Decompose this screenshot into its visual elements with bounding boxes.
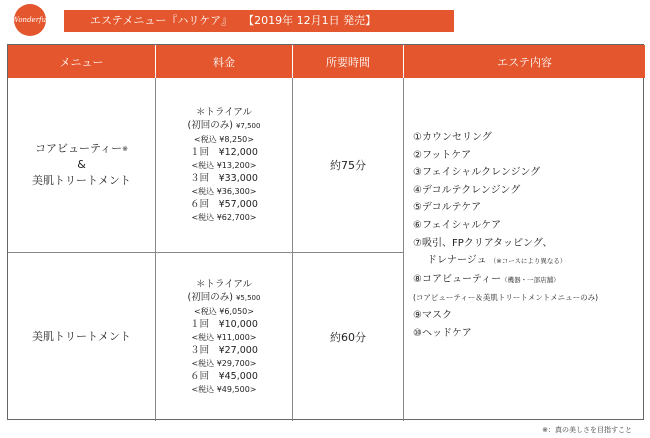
asterisk-mark: ※ xyxy=(122,145,128,153)
list-item: ⑧コアビューティー（機器・一部店舗） xyxy=(413,273,560,285)
list-item: ドレナージュ （※コースにより異なる） xyxy=(427,255,567,267)
price-cell-skin-treatment: ＊トライアル (初回のみ) ¥5,500 <税込 ¥6,050> １回 ¥10,000 <税込 ¥11,000> ３回 ¥27,000 <税込 ¥29,700> ６回 ¥45,000 <税込 ¥49,500> xyxy=(156,253,293,421)
list-item: ⑩ヘッドケア xyxy=(413,327,472,339)
menu-cell-skin-treatment: 美肌トリートメント xyxy=(8,253,156,421)
column-header-content: エステ内容 xyxy=(404,45,645,78)
column-header-time: 所要時間 xyxy=(293,45,404,78)
page-title: エステメニュー『ハリケア』 【2019年 12月1日 発売】 xyxy=(64,10,454,32)
list-item: ⑤デコルテケア xyxy=(413,202,482,214)
list-item: ⑥フェイシャルケア xyxy=(413,219,502,231)
list-item: ②フットケア xyxy=(413,149,472,161)
column-header-price: 料金 xyxy=(156,45,293,78)
list-item: ⑨マスク xyxy=(413,309,452,321)
list-item: ④デコルテクレンジング xyxy=(413,184,521,196)
menu-cell-core-beauty: コアビューティー※ & 美肌トリートメント xyxy=(8,78,156,253)
list-item: ①カウンセリング xyxy=(413,132,492,143)
time-cell-core-beauty: 約75分 xyxy=(293,78,404,253)
time-cell-skin-treatment: 約60分 xyxy=(293,253,404,421)
course-steps-list xyxy=(413,129,598,342)
footnote: ※：真の美しさを目指すこと xyxy=(542,426,632,434)
list-item: ⑦吸引、FPクリアタッピング、 xyxy=(413,237,553,249)
column-header-menu: メニュー xyxy=(8,45,156,78)
brand-logo: Wonderful xyxy=(14,4,46,36)
list-item: ③フェイシャルクレンジング xyxy=(413,167,541,179)
price-cell-core-beauty: ＊トライアル (初回のみ) ¥7,500 <税込 ¥8,250> １回 ¥12,000 <税込 ¥13,200> ３回 ¥33,000 <税込 ¥36,300> ６回 ¥57,000 <税込 ¥62,700> xyxy=(156,78,293,253)
list-item: (コアビューティー＆美肌トリートメントメニューのみ) xyxy=(413,293,599,303)
